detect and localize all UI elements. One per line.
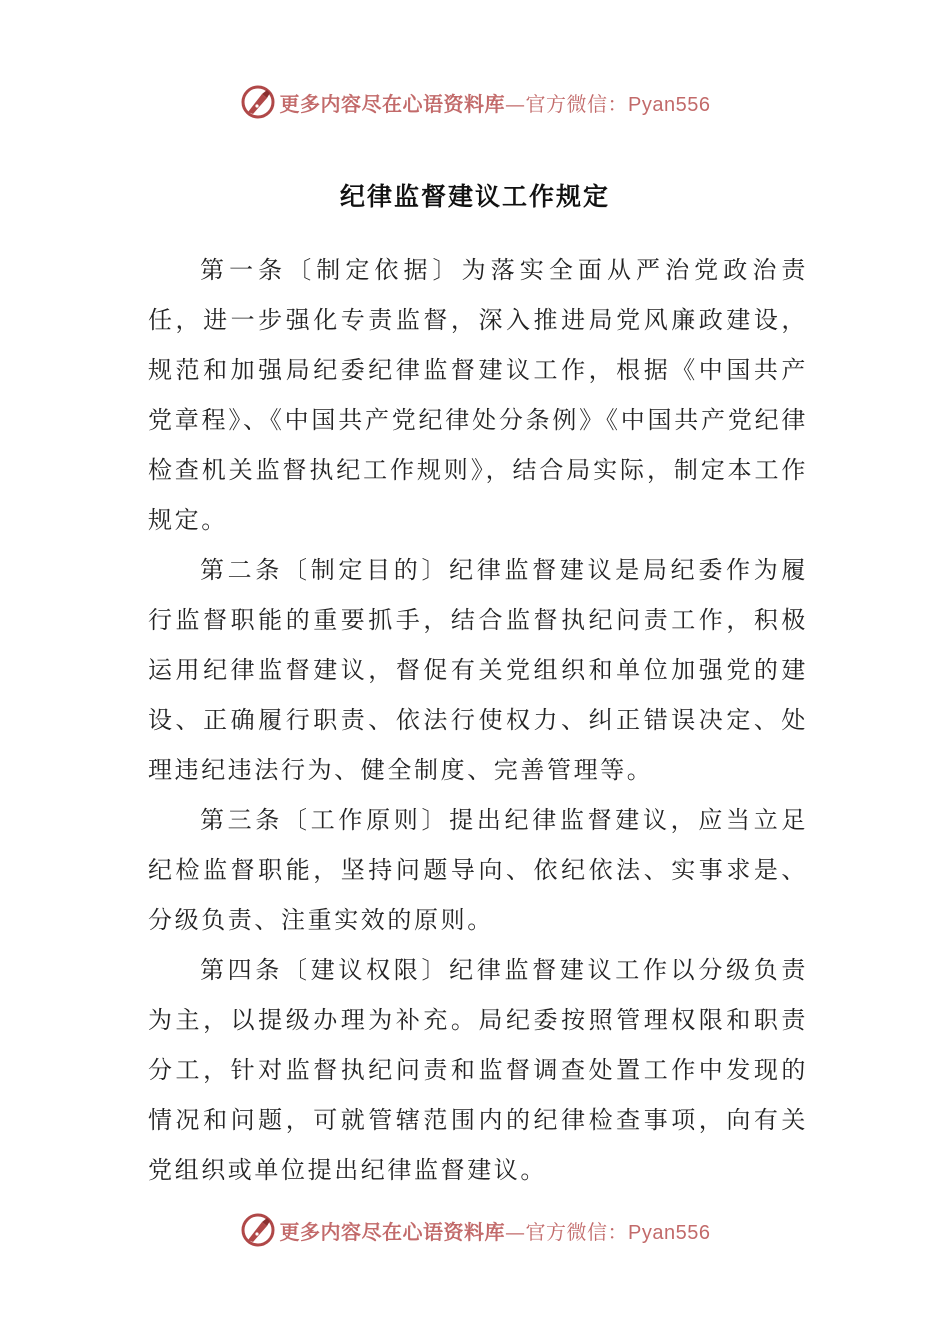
article-2-paragraph: 第二条〔制定目的〕纪律监督建议是局纪委作为履行监督职能的重要抓手，结合监督执纪问责工作，积极运用纪律监督建议，督促有关党组织和单位加强党的建设、正确履行职责、依法行使权力、纠正错误决定、处理违纪违法行为、健全制度、完善管理等。 [148, 556, 808, 784]
footer-watermark [0, 1210, 950, 1250]
watermark-main-text: 更多内容尽在心语资料库 [279, 1219, 506, 1244]
article-1-paragraph: 第一条〔制定依据〕为落实全面从严治党政治责任，进一步强化专责监督，深入推进局党风廉政建设，规范和加强局纪委纪律监督建议工作，根据《中国共产党章程》、《中国共产党纪律处分条例》《中国共产党纪律检查机关监督执纪工作规则》，结合局实际，制定本工作规定。 [148, 256, 808, 534]
watermark-text [280, 1216, 711, 1245]
article-4-paragraph: 第四条〔建议权限〕纪律监督建议工作以分级负责为主，以提级办理为补充。局纪委按照管理权限和职责分工，针对监督执纪问责和监督调查处置工作中发现的情况和问题，可就管辖范围内的纪律检查事项，向有关党组织或单位提出纪律监督建议。 [148, 956, 808, 1184]
watermark-main-text: 更多内容尽在心语资料库 [279, 91, 506, 116]
document-body [148, 245, 808, 1195]
watermark-wechat-id: Pyan556 [628, 1221, 711, 1244]
article-3-paragraph: 第三条〔工作原则〕提出纪律监督建议，应当立足纪检监督职能，坚持问题导向、依纪依法、实事求是、分级负责、注重实效的原则。 [148, 806, 808, 934]
pen-nib-logo-icon [240, 1212, 276, 1248]
document-title: 纪律监督建议工作规定 [339, 182, 610, 211]
watermark-separator-text: —官方微信： [505, 91, 629, 116]
header-watermark [0, 82, 950, 122]
watermark-separator-text: —官方微信： [505, 1219, 629, 1244]
pen-nib-logo-icon [240, 84, 276, 120]
watermark-wechat-id: Pyan556 [628, 93, 711, 116]
watermark-text [280, 88, 711, 117]
